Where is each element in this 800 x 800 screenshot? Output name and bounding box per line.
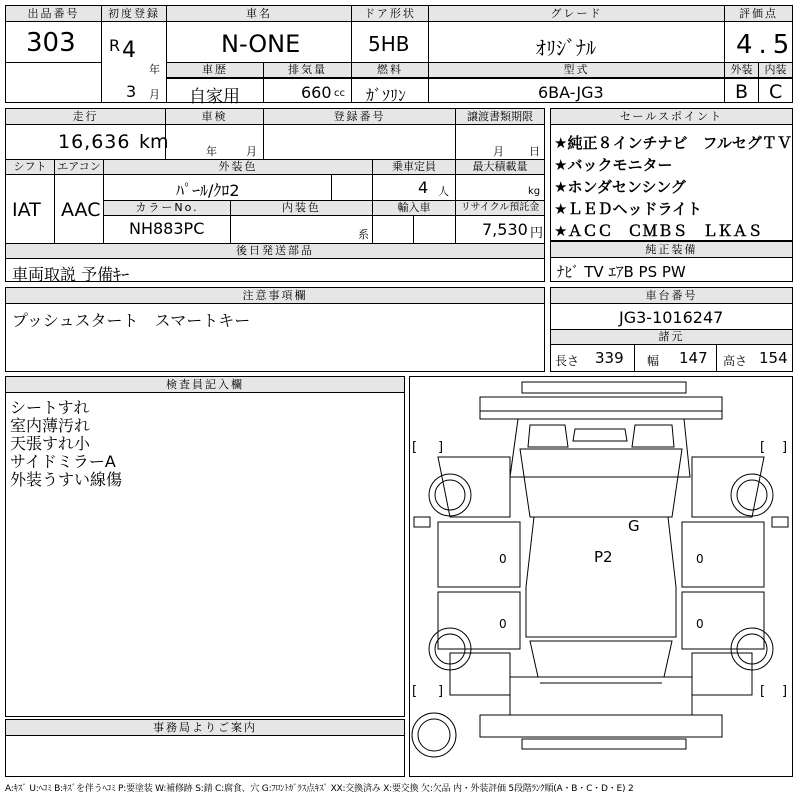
ext-color-label: 外装色	[104, 160, 372, 175]
int-color-label: 内装色	[231, 201, 372, 216]
load-label: 最大積載量	[456, 160, 544, 175]
grade-label: グレード	[429, 6, 724, 22]
ext-label: 外装	[725, 63, 758, 78]
bracket-right: ]	[782, 440, 788, 455]
lot-label: 出品番号	[6, 6, 101, 22]
equipment-label: 純正装備	[551, 242, 792, 258]
inspector-line: 天張すれ小	[10, 434, 91, 453]
sales-points-label: セールスポイント	[551, 109, 792, 125]
inspector-section	[5, 376, 405, 717]
notes-label: 注意事項欄	[6, 288, 544, 304]
era-year: 4	[122, 38, 136, 63]
bracket-right: ]	[438, 440, 444, 455]
grade-value: ｵﾘｼﾞﾅﾙ	[536, 36, 596, 60]
inspector-line: 室内薄汚れ	[10, 416, 91, 435]
damage-mark-p2: P2	[594, 548, 613, 566]
sales-point-item: ★ホンダセンシング	[554, 178, 686, 196]
width-value: 147	[679, 349, 708, 367]
door-label: ドア形状	[352, 6, 428, 22]
vehicle-info-section	[5, 108, 545, 282]
import-label: 輸入車	[373, 201, 455, 216]
sales-point-item: ★バックモニター	[554, 156, 673, 174]
ac-value: AAC	[61, 199, 101, 221]
sales-point-item: ★ＡＣＣ ＣＭＢＳ ＬＫＡＳ	[554, 222, 763, 240]
colorno-value: NH883PC	[129, 219, 205, 238]
int-color-unit: 系	[358, 228, 369, 241]
inspection-month-unit: 月	[246, 145, 257, 158]
inspection-year-unit: 年	[206, 145, 217, 158]
model-label: 型式	[429, 63, 724, 78]
score-label: 評価点	[725, 6, 792, 22]
recycle-label: リサイクル預託金	[456, 201, 544, 216]
history-label: 車歴	[167, 63, 263, 78]
fuel-label: 燃料	[352, 63, 428, 78]
length-label: 長さ	[555, 354, 580, 368]
equipment-section	[550, 241, 793, 282]
bracket-right: ]	[782, 684, 788, 699]
regno-label: 登録番号	[264, 109, 455, 125]
score-value: 4.5	[736, 30, 796, 60]
later-parts-value: 車両取説 予備ｷｰ	[12, 265, 130, 284]
era-letter: R	[109, 36, 121, 55]
office-section	[5, 719, 405, 777]
tire-mark: 0	[696, 552, 704, 566]
ext-color-value: ﾊﾟｰﾙ/ｸﾛ2	[176, 181, 240, 200]
notes-value: プッシュスタート スマートキー	[12, 311, 251, 330]
chassis-number: JG3-1016247	[619, 308, 724, 327]
mileage-label: 走行	[6, 109, 165, 125]
year-unit: 年	[149, 63, 160, 76]
recycle-unit: 円	[530, 226, 544, 241]
first-reg-label: 初度登録	[102, 6, 166, 22]
inspector-line: サイドミラーA	[10, 452, 116, 471]
capacity-value: 4	[418, 178, 429, 197]
chassis-label: 車台番号	[551, 288, 792, 304]
car-name: N-ONE	[221, 30, 301, 58]
transfer-label: 譲渡書類期限	[456, 109, 544, 125]
mileage-unit: km	[139, 131, 169, 153]
dims-label: 諸元	[551, 330, 792, 345]
bracket-left: [	[760, 684, 766, 699]
displacement-unit: cc	[334, 88, 345, 99]
ac-label: エアコン	[55, 160, 103, 175]
recycle-value: 7,530	[482, 220, 528, 239]
height-label: 高さ	[723, 354, 748, 368]
model-value: 6BA-JG3	[538, 83, 604, 102]
load-unit: kg	[528, 186, 541, 197]
bracket-left: [	[412, 440, 418, 455]
displacement-label: 排気量	[264, 63, 351, 78]
header-section	[5, 5, 796, 107]
transfer-day-unit: 日	[529, 145, 540, 158]
height-value: 154	[759, 349, 788, 367]
int-value: C	[769, 81, 783, 103]
sales-points-section	[550, 108, 793, 241]
first-reg-month: 3	[126, 82, 137, 101]
car-diagram-svg	[410, 377, 792, 776]
later-parts-label: 後日発送部品	[6, 244, 544, 259]
capacity-unit: 人	[438, 185, 449, 198]
tire-mark: 0	[696, 617, 704, 631]
width-label: 幅	[647, 354, 660, 368]
shift-value: IAT	[12, 199, 41, 221]
mileage-value: 16,636	[58, 131, 131, 153]
inspector-line: 外装うすい線傷	[10, 470, 123, 489]
car-diagram	[409, 376, 793, 777]
sales-point-item: ★ＬＥＤヘッドライト	[554, 200, 702, 218]
office-label: 事務局よりご案内	[6, 720, 404, 736]
fuel-value: ｶﾞｿﾘﾝ	[366, 86, 407, 105]
displacement-value: 660	[301, 83, 332, 102]
lot-number: 303	[26, 28, 76, 58]
tire-mark: 0	[499, 617, 507, 631]
length-value: 339	[595, 349, 624, 367]
sales-point-item: ★純正８インチナビ フルセグＴＶ	[554, 134, 792, 152]
capacity-label: 乗車定員	[373, 160, 455, 175]
history-value: 自家用	[189, 87, 240, 107]
tire-mark: 0	[499, 552, 507, 566]
month-unit: 月	[149, 88, 160, 101]
name-label: 車名	[167, 6, 351, 22]
inspection-label: 車検	[166, 109, 263, 125]
colorno-label: カラーNo.	[104, 201, 230, 216]
door-type: 5HB	[368, 32, 410, 56]
damage-mark-g: G	[628, 517, 640, 535]
bracket-right: ]	[438, 684, 444, 699]
shift-label: シフト	[6, 160, 54, 175]
equipment-value: ﾅﾋﾞ TV ｴｱB PS PW	[557, 263, 686, 281]
inspector-label: 検査員記入欄	[6, 377, 404, 393]
notes-section	[5, 287, 545, 372]
bracket-left: [	[412, 684, 418, 699]
transfer-month-unit: 月	[493, 145, 504, 158]
chassis-section	[550, 287, 793, 372]
bracket-left: [	[760, 440, 766, 455]
ext-value: B	[735, 81, 749, 103]
inspector-line: シートすれ	[10, 398, 90, 417]
legend-text: A:ｷｽﾞ U:ﾍｺﾐ B:ｷｽﾞを伴うﾍｺﾐ P:要塗装 W:補修跡 S:錆 C:腐食、穴 G:ﾌﾛﾝﾄｶﾞﾗｽ点ｷｽﾞ XX:交換済み X:要交換 欠:欠品 内・外装評価 5段階ﾗﾝｸ順(A・B・C・D・E) 2	[5, 784, 634, 794]
int-label: 内装	[759, 63, 792, 78]
